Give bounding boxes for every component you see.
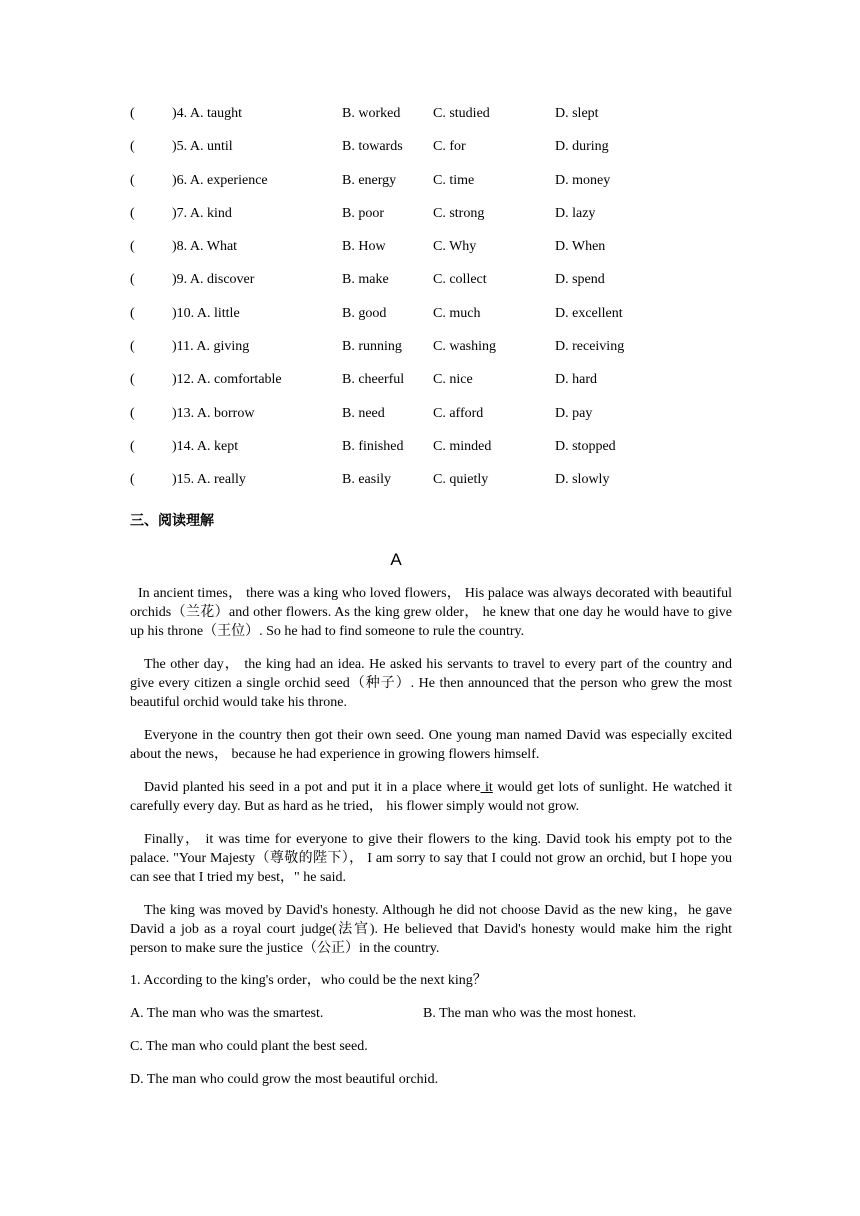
option-a: )12. A. comfortable [172,372,282,388]
option-c: C. quietly [433,472,489,488]
option-b: B. need [342,405,385,421]
option-d: D. stopped [555,438,616,454]
option-a: )14. A. kept [172,438,239,454]
choice-row [130,304,732,337]
answer-paren: ( [130,339,135,355]
option-d: D. hard [555,372,597,388]
choice-row [130,470,732,503]
option-d: D. lazy [555,205,596,221]
option-b: B. poor [342,205,384,221]
option-a: )6. A. experience [172,172,268,188]
choice-row [130,437,732,470]
cloze-choices [130,104,732,504]
option-a: )4. A. taught [172,106,242,121]
option-a: )13. A. borrow [172,405,255,421]
option-b: B. worked [342,106,401,121]
option-d: D. during [555,139,609,155]
paragraph-6: The king was moved by David's honesty. Although he did not choose David as the new king，he gave David a job as a royal court judge(法官). He believed that David's honesty would make him the right person to make sure the justice（公正）in the country. [130,903,732,956]
paragraph-2: The other day， the king had an idea. He asked his servants to travel to every part of the country and give every citizen a single orchid seed（种子）. He then announced that the person who grew the most beautiful orchid would take his throne. [130,657,732,710]
section-title: 三、阅读理解 [130,513,214,529]
choice-row [130,404,732,437]
option-b: B. energy [342,172,397,188]
answer-paren: ( [130,372,135,388]
question-1-row-ab [130,1004,732,1024]
option-b: B. easily [342,472,391,488]
choice-row [130,337,732,370]
question-1-option-c: C. The man who could plant the best seed. [130,1039,368,1054]
option-c: C. time [433,172,475,188]
choice-row [130,370,732,403]
paragraph-1: In ancient times， there was a king who loved flowers， His palace was always decorated with beautiful orchids（兰花）and other flowers. As the king grew older， he knew that one day he would have to give up his throne（王位）. So he had to find someone to rule the country. [130,586,732,639]
answer-paren: ( [130,305,135,321]
choice-row [130,270,732,303]
option-a: )15. A. really [172,472,246,488]
answer-paren: ( [130,472,135,488]
option-b: B. towards [342,139,403,155]
question-1-option-a: A. The man who was the smartest. [130,1006,324,1021]
option-d: D. receiving [555,339,625,355]
paragraph-3: Everyone in the country then got their own seed. One young man named David was especially excited about the news， because he had experience in growing flowers himself. [130,728,732,762]
choice-row [130,171,732,204]
option-c: C. strong [433,205,485,221]
answer-paren: ( [130,438,135,454]
passage-title: A [390,550,402,569]
option-a: )7. A. kind [172,205,232,221]
option-c: C. afford [433,405,484,421]
option-c: C. nice [433,372,473,388]
answer-paren: ( [130,106,135,121]
answer-paren: ( [130,172,135,188]
option-d: D. slowly [555,472,610,488]
option-c: C. for [433,139,466,155]
answer-paren: ( [130,272,135,288]
option-a: )11. A. giving [172,339,250,355]
answer-paren: ( [130,139,135,155]
paragraph-4-text-after: would get lots of sunlight. He watched it carefully every day. But as hard as he tried， his flower simply would not grow. [130,780,733,814]
answer-paren: ( [130,205,135,221]
paragraph-4-text-before: David planted his seed in a pot and put it in a place where [144,780,481,795]
answer-paren: ( [130,239,135,255]
option-d: D. When [555,239,606,255]
option-d: D. spend [555,272,605,288]
option-c: C. Why [433,239,477,255]
question-1-option-b: B. The man who was the most honest. [423,1006,637,1021]
option-d: D. money [555,172,611,188]
paragraph-5: Finally， it was time for everyone to give their flowers to the king. David took his empty pot to the palace. "Your Majesty（尊敬的陛下）， I am sorry to say that I could not grow an orchid, but I hope you can see that I tried my best，" he said. [130,832,732,885]
choice-row [130,137,732,170]
option-a: )8. A. What [172,239,238,255]
reading-passage [130,584,732,972]
answer-paren: ( [130,405,135,421]
option-c: C. much [433,305,481,321]
option-b: B. cheerful [342,372,405,388]
option-c: C. collect [433,272,487,288]
option-c: C. washing [433,339,496,355]
choice-row [130,204,732,237]
option-a: )9. A. discover [172,272,255,288]
option-b: B. good [342,305,387,321]
option-b: B. How [342,239,386,255]
option-d: D. slept [555,106,599,121]
choice-row [130,237,732,270]
paragraph-4 [130,778,732,816]
option-d: D. pay [555,405,593,421]
option-a: )5. A. until [172,139,233,155]
question-1-option-d: D. The man who could grow the most beautiful orchid. [130,1072,439,1087]
choice-row [130,104,732,137]
option-d: D. excellent [555,305,623,321]
question-1-stem: 1. According to the king's order，who could be the next king？ [130,973,487,988]
option-b: B. finished [342,438,404,454]
option-c: C. studied [433,106,490,121]
option-b: B. make [342,272,389,288]
option-a: )10. A. little [172,305,240,321]
option-c: C. minded [433,438,492,454]
underlined-word: it [480,780,493,795]
option-b: B. running [342,339,402,355]
